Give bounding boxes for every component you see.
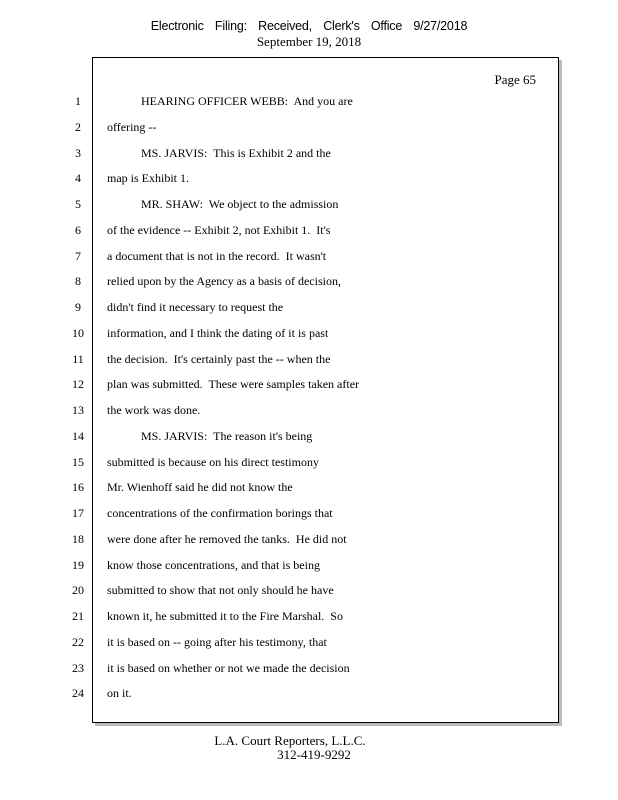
transcript-line: it is based on whether or not we made the decision xyxy=(107,660,350,675)
page-number: Page 65 xyxy=(494,72,536,87)
line-number: 8 xyxy=(75,274,81,289)
line-number: 1 xyxy=(75,94,81,108)
transcript-line: of the evidence -- Exhibit 2, not Exhibit 1. It's xyxy=(107,222,331,237)
line-number: 6 xyxy=(75,222,81,237)
transcript-line: MR. SHAW: We object to the admission xyxy=(141,197,339,211)
line-number: 9 xyxy=(75,300,81,314)
line-number: 18 xyxy=(72,531,84,546)
line-number: 24 xyxy=(72,686,84,701)
line-number: 14 xyxy=(72,428,84,443)
transcript-line: submitted to show that not only should he have xyxy=(107,583,334,598)
filing-stamp: Electronic Filing: Received, Clerk's Office 9/27/2018 xyxy=(150,19,468,33)
transcript-line: relied upon by the Agency as a basis of decision, xyxy=(107,274,341,289)
line-number: 21 xyxy=(72,609,84,623)
line-number: 22 xyxy=(72,634,84,649)
line-number: 19 xyxy=(72,557,84,572)
line-number: 7 xyxy=(75,248,81,263)
transcript-line: known it, he submitted it to the Fire Marshal. So xyxy=(107,609,343,623)
line-number: 15 xyxy=(72,454,84,469)
transcript-line: didn't find it necessary to request the xyxy=(107,300,284,314)
line-number: 23 xyxy=(72,660,84,675)
line-number: 20 xyxy=(72,583,84,598)
transcript-line: concentrations of the confirmation borings that xyxy=(107,506,333,520)
transcript-line: MS. JARVIS: The reason it's being xyxy=(141,428,313,443)
line-number: 13 xyxy=(72,403,84,417)
transcript-line: map is Exhibit 1. xyxy=(107,171,189,186)
transcript-date: September 19, 2018 xyxy=(256,34,362,49)
line-number: 3 xyxy=(75,145,81,160)
transcript-line: HEARING OFFICER WEBB: And you are xyxy=(141,94,353,108)
transcript-line: the decision. It's certainly past the -- when the xyxy=(107,351,331,366)
transcript-line: offering -- xyxy=(107,119,157,134)
transcript-line: it is based on -- going after his testimony, that xyxy=(107,634,327,649)
line-number: 16 xyxy=(72,480,84,495)
transcript-line: were done after he removed the tanks. He did not xyxy=(107,531,347,546)
line-number: 2 xyxy=(75,119,81,134)
line-number: 4 xyxy=(75,171,81,186)
transcript-line: MS. JARVIS: This is Exhibit 2 and the xyxy=(141,145,331,160)
line-number: 17 xyxy=(72,506,84,520)
reporter-company: L.A. Court Reporters, L.L.C. xyxy=(214,733,366,748)
transcript-line: know those concentrations, and that is being xyxy=(107,557,320,572)
transcript-line: on it. xyxy=(107,686,132,701)
reporter-phone: 312-419-9292 xyxy=(277,747,351,762)
transcript-line: a document that is not in the record. It wasn't xyxy=(107,248,327,263)
transcript-line: information, and I think the dating of it is past xyxy=(107,325,329,340)
transcript-line: plan was submitted. These were samples taken after xyxy=(107,377,360,392)
transcript-line: submitted is because on his direct testimony xyxy=(107,454,319,469)
transcript-line: the work was done. xyxy=(107,403,201,417)
line-number: 11 xyxy=(72,351,84,366)
transcript-line: Mr. Wienhoff said he did not know the xyxy=(107,480,293,495)
line-number: 12 xyxy=(72,377,84,392)
line-number: 10 xyxy=(72,325,84,340)
line-number: 5 xyxy=(75,197,81,211)
